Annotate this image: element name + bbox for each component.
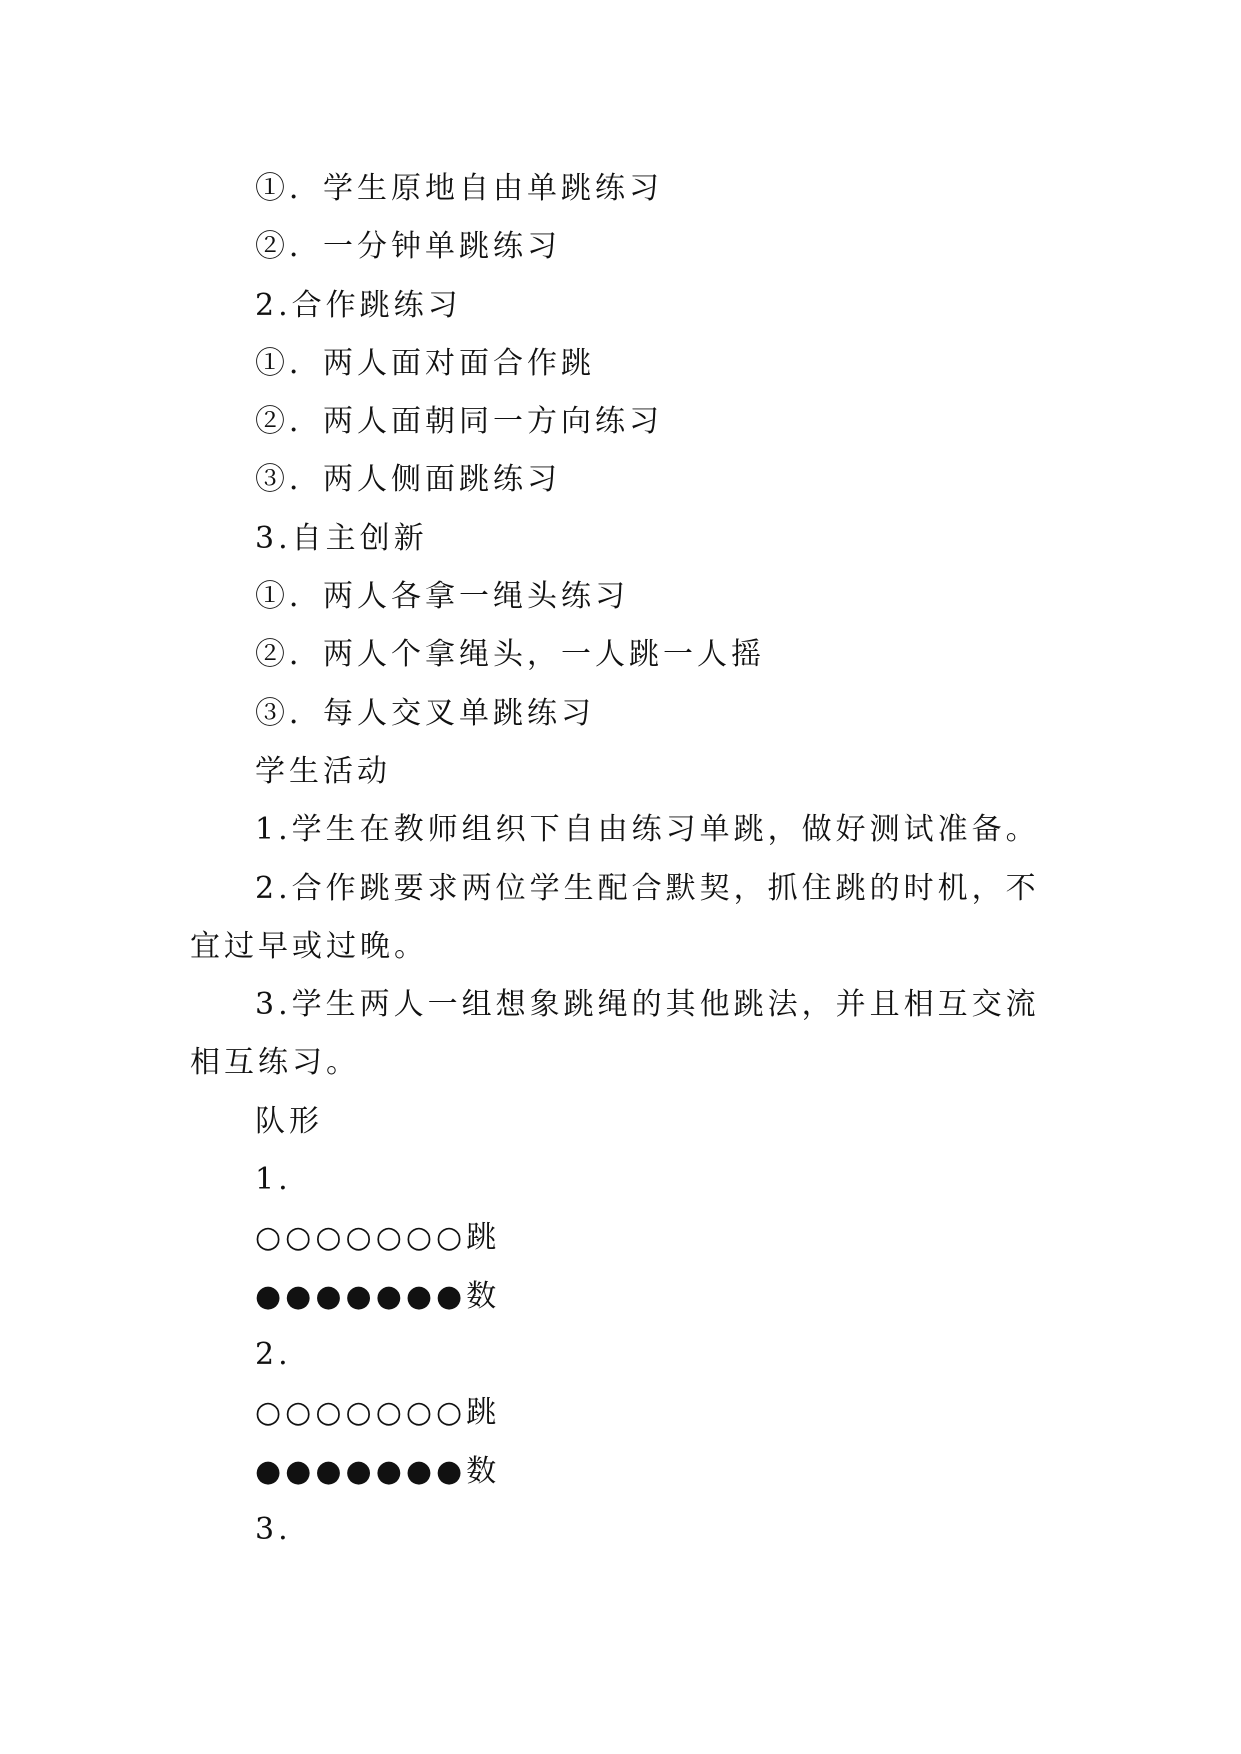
formation-row-jumpers: ○○○○○○○跳 <box>255 1395 501 1431</box>
formation-item-label: 1. <box>255 1162 292 1198</box>
section-heading: 3.自主创新 <box>255 520 428 556</box>
document-body <box>190 160 1060 1559</box>
text-line: ②．两人面朝同一方向练习 <box>255 404 663 440</box>
text-line: ②．两人个拿绳头，一人跳一人摇 <box>255 637 765 673</box>
section-heading: 2.合作跳练习 <box>255 287 462 323</box>
text-line: 1.学生在教师组织下自由练习单跳，做好测试准备。 <box>255 812 1040 848</box>
text-line: ①．学生原地自由单跳练习 <box>255 171 663 206</box>
formation-row-counters: ●●●●●●●数 <box>255 1278 501 1314</box>
paragraph: 2.合作跳要求两位学生配合默契，抓住跳的时机，不宜过早或过晚。 <box>190 870 1040 964</box>
text-line: ③．两人侧面跳练习 <box>255 462 561 498</box>
section-heading: 队形 <box>255 1103 323 1139</box>
text-line: ①．两人面对面合作跳 <box>255 345 595 381</box>
text-line: ③．每人交叉单跳练习 <box>255 695 595 731</box>
formation-row-jumpers: ○○○○○○○跳 <box>255 1220 501 1256</box>
section-heading: 学生活动 <box>255 753 391 789</box>
text-line: ②．一分钟单跳练习 <box>255 229 561 265</box>
formation-row-counters: ●●●●●●●数 <box>255 1453 501 1489</box>
text-line: ①．两人各拿一绳头练习 <box>255 579 629 615</box>
formation-item-label: 2. <box>255 1336 292 1372</box>
paragraph: 3.学生两人一组想象跳绳的其他跳法，并且相互交流相互练习。 <box>190 987 1040 1081</box>
formation-item-label: 3. <box>255 1511 292 1547</box>
